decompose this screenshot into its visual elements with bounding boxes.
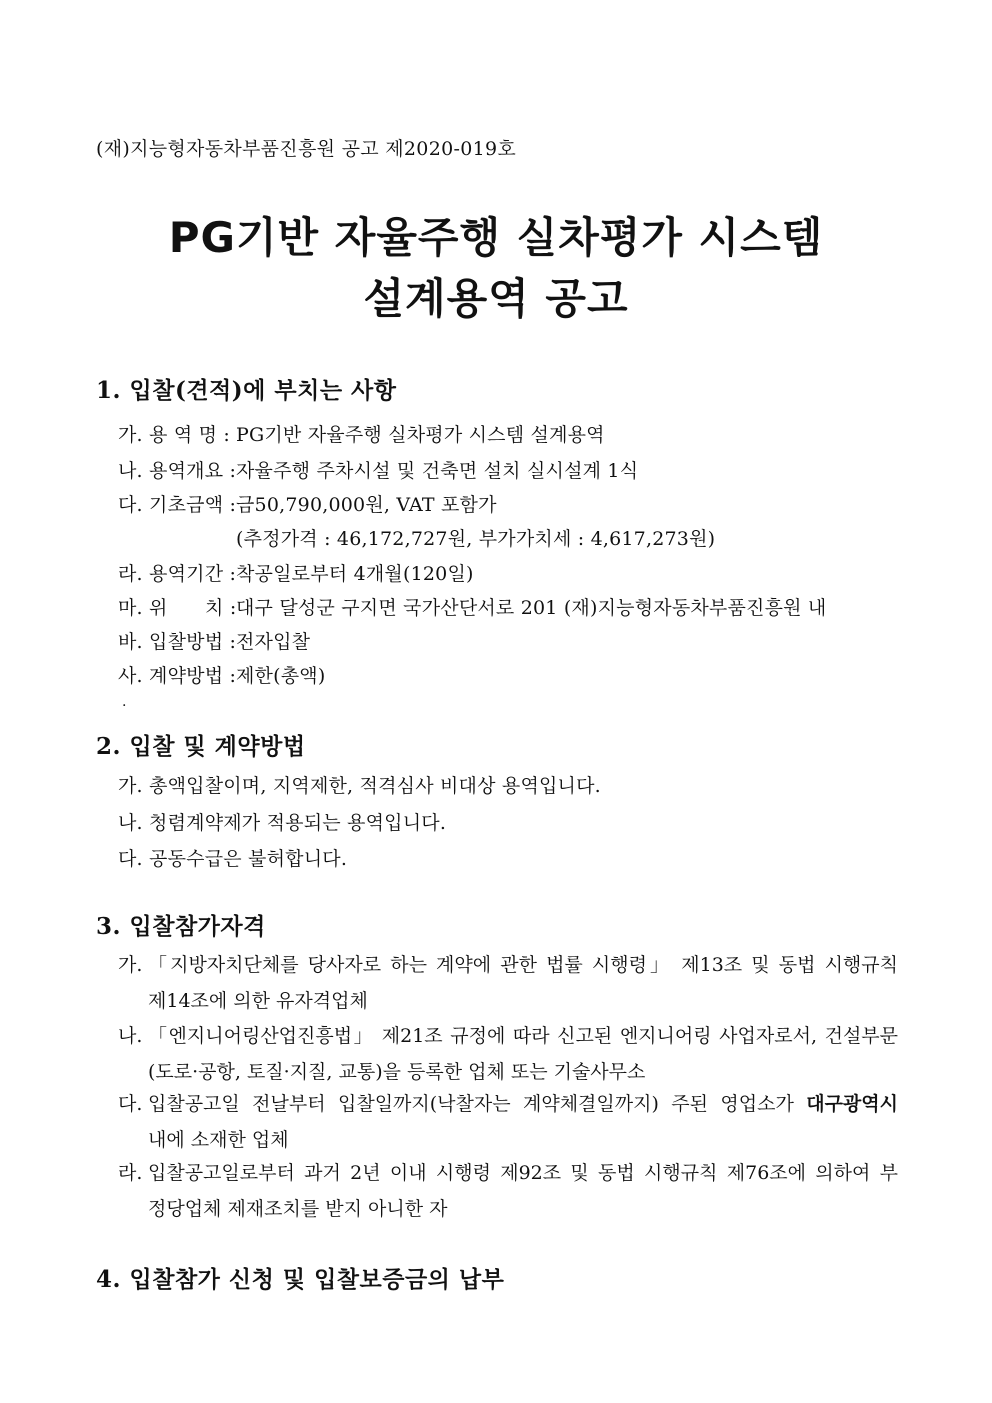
s3-item-line1-bold: 대구광역시 (806, 1093, 898, 1115)
notice-number: (재)지능형자동차부품진흥원 공고 제2020-019호 (96, 138, 517, 160)
s3-item-line1: 「엔지니어링산업진흥법」 제21조 규정에 따라 신고된 엔지니어링 사업자로서, 건설부문 (148, 1025, 898, 1047)
s3-item-line1 (148, 1086, 898, 1122)
s1-item-value: (추정가격 : 46,172,727원, 부가가치세 : 4,617,273원) (236, 528, 716, 550)
section4-heading: 4. 입찰참가 신청 및 입찰보증금의 납부 (96, 1266, 505, 1293)
s1-item-contract-method (118, 661, 325, 688)
s1-item-value: 금50,790,000원, VAT 포함가 (236, 494, 497, 516)
s2-item: 나. 청렴계약제가 적용되는 용역입니다. (118, 812, 447, 834)
s3-item-line1-text: 입찰공고일 전날부터 입찰일까지(낙찰자는 계약체결일까지) 주된 영업소가 (148, 1093, 807, 1115)
s1-item-value: PG기반 자율주행 실차평가 시스템 설계용역 (236, 424, 605, 446)
s1-item-base-price (118, 490, 497, 517)
s1-item-value: 제한(총액) (236, 665, 326, 687)
s3-item-line2: 정당업체 제재조치를 받지 아니한 자 (148, 1198, 448, 1220)
page-title-line2: 설계용역 공고 (363, 274, 629, 323)
s1-item-label: 나. 용역개요 : (118, 460, 237, 482)
s3-item (118, 1086, 898, 1158)
s1-item-value: 착공일로부터 4개월(120일) (236, 563, 474, 585)
s3-item-marker: 가. (118, 954, 143, 976)
s1-item-value: 대구 달성군 구지면 국가산단서로 201 (재)지능형자동차부품진흥원 내 (236, 597, 827, 619)
s2-item: 가. 총액입찰이며, 지역제한, 적격심사 비대상 용역입니다. (118, 775, 601, 797)
s1-item-label: 마. 위 치 : (118, 597, 237, 619)
s1-item-label: 가. 용 역 명 : (118, 424, 231, 446)
s3-item-marker: 나. (118, 1025, 143, 1047)
s1-item-estimated-price (118, 524, 715, 551)
s3-item (118, 1155, 898, 1227)
s1-item-label: 바. 입찰방법 : (118, 631, 237, 653)
s1-item-label: 다. 기초금액 : (118, 494, 237, 516)
s1-item-value: 전자입찰 (236, 631, 311, 653)
s3-item-line1: 「지방자치단체를 당사자로 하는 계약에 관한 법률 시행령」 제13조 및 동법 시행규칙 (148, 954, 898, 976)
s3-item-marker: 다. (118, 1093, 143, 1115)
s3-item (118, 1018, 898, 1090)
s3-item-marker: 라. (118, 1162, 143, 1184)
s1-item-bid-method (118, 627, 310, 654)
s3-item-line2: 내에 소재한 업체 (148, 1129, 289, 1151)
s3-item-line2: (도로·공항, 토질·지질, 교통)을 등록한 업체 또는 기술사무소 (148, 1061, 646, 1083)
trailing-dot: . (122, 694, 127, 710)
section3-heading: 3. 입찰참가자격 (96, 913, 266, 940)
s1-item-value: 자율주행 주차시설 및 건축면 설치 실시설계 1식 (236, 460, 639, 482)
section1-heading: 1. 입찰(견적)에 부치는 사항 (96, 377, 397, 404)
page-title-line1: PG기반 자율주행 실차평가 시스템 (168, 213, 824, 262)
section2-heading: 2. 입찰 및 계약방법 (96, 733, 306, 760)
s1-item-service-name (118, 420, 605, 447)
s1-item-location (118, 593, 827, 620)
s3-item (118, 947, 898, 1019)
s1-item-label: 사. 계약방법 : (118, 665, 237, 687)
s1-item-overview (118, 456, 638, 483)
s3-item-line2: 제14조에 의한 유자격업체 (148, 990, 368, 1012)
s2-item: 다. 공동수급은 불허합니다. (118, 848, 348, 870)
s1-item-period (118, 559, 474, 586)
s1-item-label: 라. 용역기간 : (118, 563, 237, 585)
s3-item-line1: 입찰공고일로부터 과거 2년 이내 시행령 제92조 및 동법 시행규칙 제76조에 의하여 부 (148, 1162, 898, 1184)
